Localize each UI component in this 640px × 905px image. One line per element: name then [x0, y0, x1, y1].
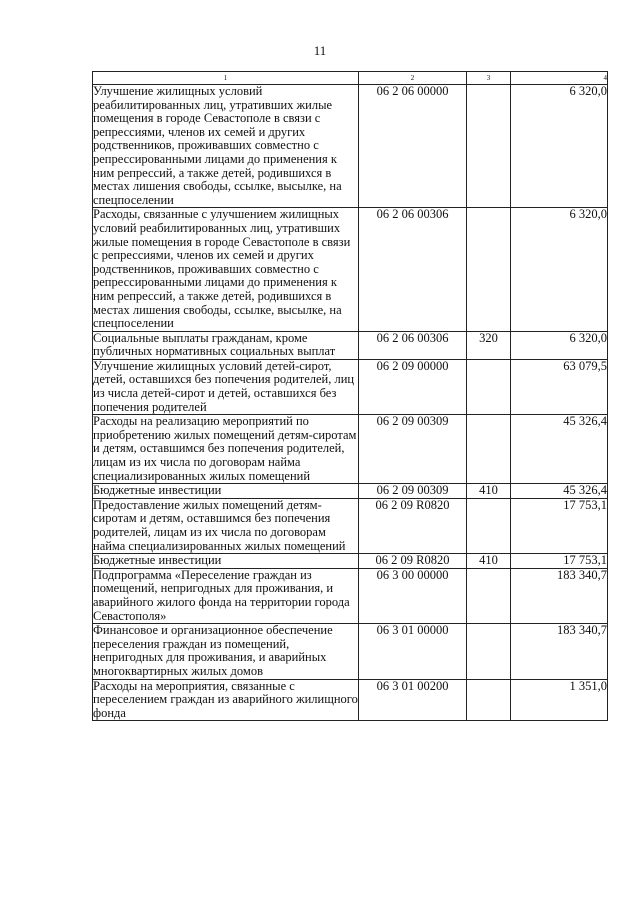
table-row — [93, 208, 608, 331]
table-row — [93, 679, 608, 721]
row-expense-type: 320 — [467, 331, 511, 359]
row-amount: 1 351,0 — [511, 679, 608, 721]
row-name: Подпрограмма «Переселение граждан из помещений, непригодных для проживания, и аварийного жилого фонда на территории города Севастополя» — [93, 568, 359, 623]
row-code: 06 3 01 00200 — [359, 679, 467, 721]
row-expense-type — [467, 415, 511, 484]
row-name: Расходы, связанные с улучшением жилищных условий реабилитированных лиц, утративших жилые помещения в городе Севастополе в связи с репрессиями, членов их семей и других родственников, проживавших совместно с репрессированными лицами до применения к ним репрессий, а также детей, родившихся в местах лишения свободы, ссылке, высылке, на спецпоселении — [93, 208, 359, 331]
row-expense-type: 410 — [467, 484, 511, 499]
row-amount: 63 079,5 — [511, 359, 608, 414]
row-expense-type — [467, 679, 511, 721]
row-name: Расходы на мероприятия, связанные с переселением граждан из аварийного жилищного фонда — [93, 678, 358, 720]
row-name: Предоставление жилых помещений детям-сиротам и детям, оставшимся без попечения родителей, лицам из их числа по договорам найма специализированных жилых помещений — [93, 498, 359, 553]
row-amount: 6 320,0 — [511, 208, 608, 331]
row-code: 06 2 06 00306 — [359, 331, 467, 359]
row-code: 06 2 09 R0820 — [359, 498, 467, 553]
row-code: 06 2 09 00000 — [359, 359, 467, 414]
table-row — [93, 484, 608, 499]
column-header-2: 2 — [359, 72, 467, 85]
column-header-1: 1 — [93, 72, 359, 85]
table-row — [93, 359, 608, 414]
row-expense-type: 410 — [467, 554, 511, 569]
row-code: 06 3 01 00000 — [359, 624, 467, 679]
row-expense-type — [467, 568, 511, 623]
row-expense-type — [467, 359, 511, 414]
row-expense-type — [467, 85, 511, 208]
table-row — [93, 415, 608, 484]
budget-table — [92, 71, 608, 721]
table-row — [93, 498, 608, 553]
table-row — [93, 85, 608, 208]
page-number: 11 — [313, 43, 327, 58]
column-header-4: 4 — [511, 72, 608, 85]
row-code: 06 2 09 R0820 — [359, 554, 467, 569]
row-expense-type — [467, 624, 511, 679]
row-expense-type — [467, 208, 511, 331]
row-name: Улучшение жилищных условий детей-сирот, детей, оставшихся без попечения родителей, лиц из числа детей-сирот и детей, оставшихся без попечения родителей — [93, 359, 359, 414]
row-amount: 45 326,4 — [511, 415, 608, 484]
row-amount: 183 340,7 — [511, 624, 608, 679]
row-name: Расходы на реализацию мероприятий по приобретению жилых помещений детям-сиротам и детям, оставшимся без попечения родителей, лицам из их числа по договорам найма специализированных жилых помещений — [93, 415, 359, 484]
table-row — [93, 554, 608, 569]
row-amount: 6 320,0 — [511, 331, 608, 359]
table-header-row — [93, 72, 608, 85]
row-amount: 183 340,7 — [511, 568, 608, 623]
table-row — [93, 624, 608, 679]
row-code: 06 2 09 00309 — [359, 484, 467, 499]
row-amount: 17 753,1 — [511, 498, 608, 553]
row-amount: 45 326,4 — [511, 484, 608, 499]
row-name: Улучшение жилищных условий реабилитированных лиц, утративших жилые помещения в городе Севастополе в связи с репрессиями, членов их семей и других родственников, проживавших совместно с репрессированными лицами до применения к ним репрессий, а также детей, родившихся в местах лишения свободы, ссылке, высылке, на спецпоселении — [93, 85, 359, 208]
table-row — [93, 331, 608, 359]
row-name: Социальные выплаты гражданам, кроме публичных нормативных социальных выплат — [93, 331, 359, 359]
row-code: 06 2 06 00306 — [359, 208, 467, 331]
row-name: Финансовое и организационное обеспечение переселения граждан из помещений, непригодных для проживания, и аварийных многоквартирных жилых домов — [93, 624, 359, 679]
row-expense-type — [467, 498, 511, 553]
table-row — [93, 568, 608, 623]
row-name: Бюджетные инвестиции — [93, 484, 359, 499]
row-code: 06 3 00 00000 — [359, 568, 467, 623]
row-amount: 6 320,0 — [511, 85, 608, 208]
row-amount: 17 753,1 — [511, 554, 608, 569]
row-code: 06 2 09 00309 — [359, 415, 467, 484]
row-name: Бюджетные инвестиции — [93, 554, 359, 569]
row-code: 06 2 06 00000 — [359, 85, 467, 208]
column-header-3: 3 — [467, 72, 511, 85]
